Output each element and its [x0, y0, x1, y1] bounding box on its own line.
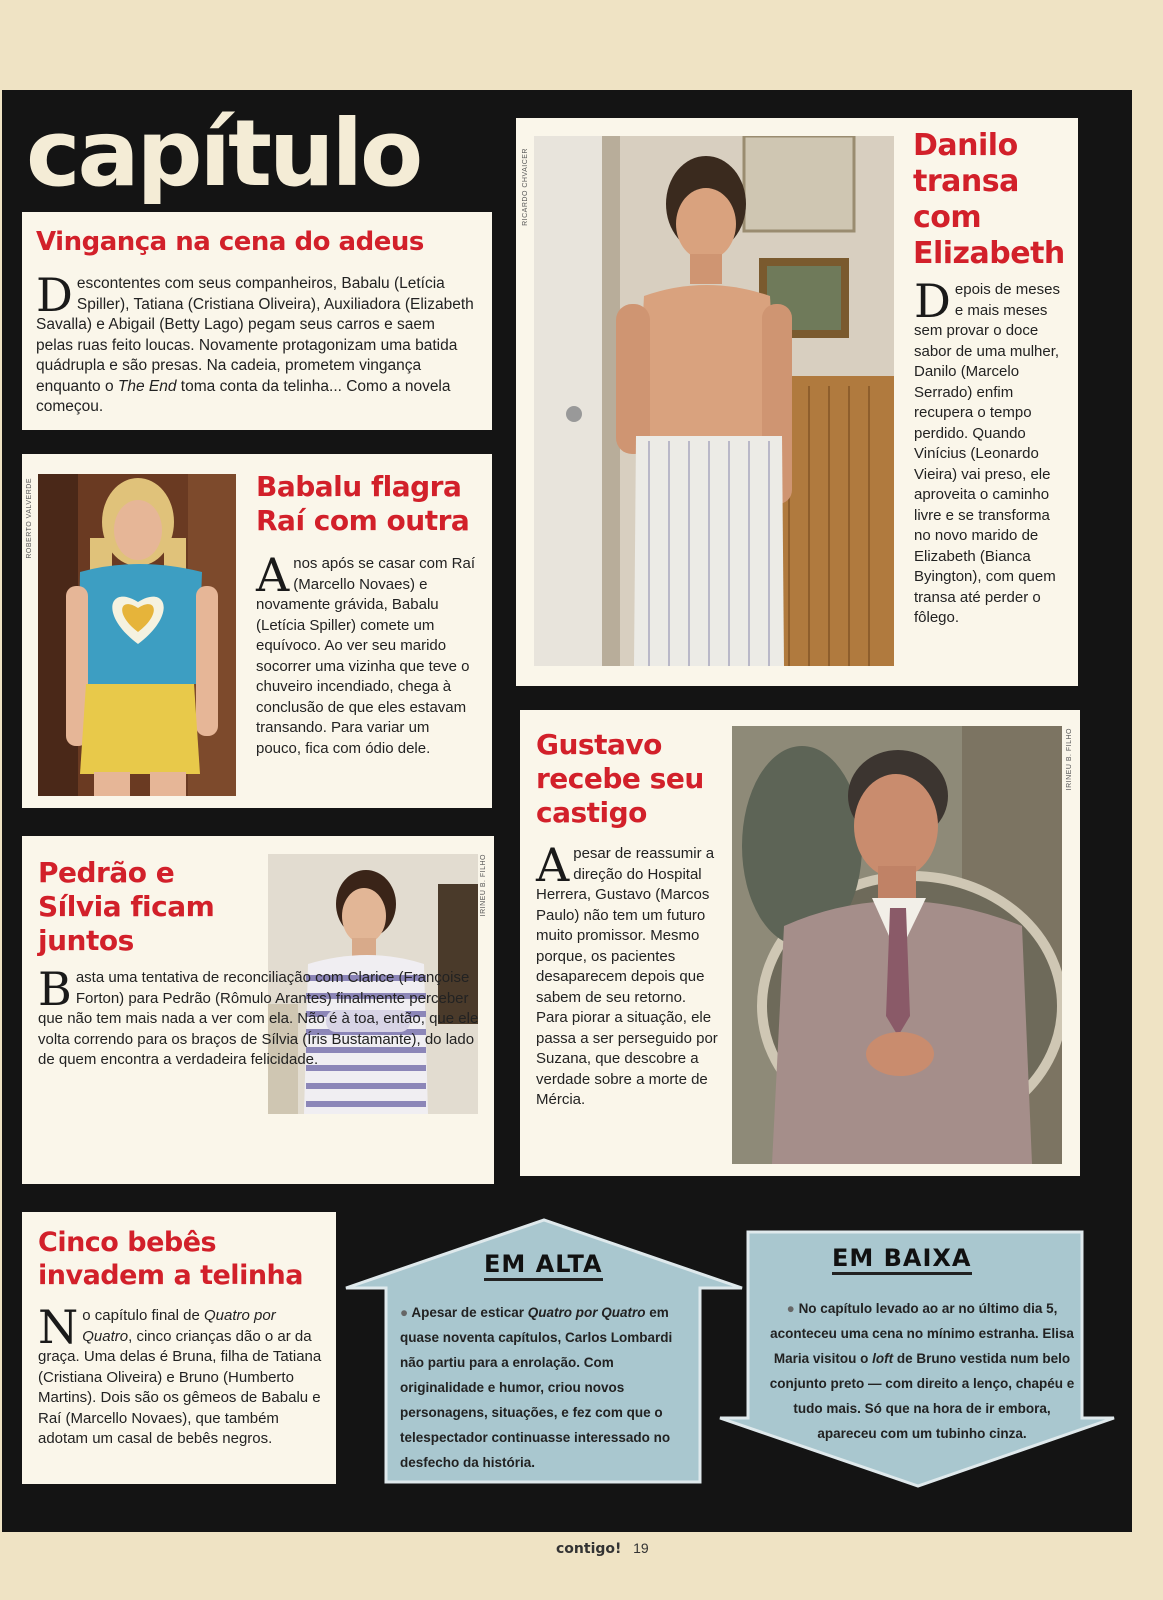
- body-danilo: Depois de meses e mais meses sem provar o doce sabor de uma mulher, Danilo (Marcelo Serrado) enfim recupera o tempo perdido. Quando Vinícius (Leonardo Vieira) vai preso, ele aproveita o caminho livre e se transforma no novo marido de Elizabeth (Bianca Byington), com quem transa até perder o fôlego.: [914, 274, 1060, 626]
- story-gustavo: [520, 710, 1080, 1176]
- photo-credit-babalu: ROBERTO VALVERDE: [26, 478, 33, 559]
- headline-pedrao: Pedrão e Sílvia ficam juntos: [38, 856, 215, 957]
- dropcap: N: [38, 1300, 79, 1354]
- bullet: ●: [400, 1305, 409, 1320]
- photo-babalu: [38, 474, 236, 796]
- headline-danilo: Danilo transa com Elizabeth: [913, 128, 1065, 271]
- photo-credit-danilo: RICARDO CHVAICER: [522, 148, 529, 226]
- headline-gustavo: Gustavo recebe seu castigo: [536, 728, 704, 829]
- body-gustavo: Apesar de reassumir a direção do Hospital Herrera, Gustavo (Marcos Paulo) não tem um futuro muito promissor. Mesmo porque, os pacientes desaparecem depois que sabem de seu retorno. Para piorar a situação, ele passa a ser perseguido por Suzana, que descobre a verdade sobre a morte de Mércia.: [536, 838, 718, 1108]
- em-baixa-title: EM BAIXA: [832, 1244, 972, 1275]
- body-vinganca: Descontentes com seus companheiros, Babalu (Letícia Spiller), Tatiana (Cristiana Oliveira), Auxiliadora (Elizabeth Savalla) e Abigail (Betty Lago) pegam seus carros e saem pelas ruas feito loucas. Novamente protagonizam uma batida quádrupla e são presas. Na cadeia, prometem vingança enquanto o The End toma conta da telinha... Como a novela começou.: [36, 268, 474, 415]
- story-danilo: [516, 118, 1078, 686]
- em-alta-title: EM ALTA: [484, 1250, 603, 1281]
- masthead: capítulo: [26, 100, 421, 207]
- body-bebes: No capítulo final de Quatro por Quatro, cinco crianças dão o ar da graça. Uma delas é Bruna, filha de Tatiana (Cristiana Oliveira) e Bruno (Humberto Martins). Dois são os gêmeos de Babalu e Raí (Marcello Novaes), que também adotam um casal de bebês negros.: [38, 1300, 322, 1447]
- dropcap: B: [38, 962, 72, 1016]
- dropcap: A: [536, 838, 570, 892]
- dropcap: A: [256, 548, 290, 602]
- photo-credit-gustavo: IRINEU B. FILHO: [1066, 728, 1073, 791]
- dropcap: D: [914, 274, 951, 328]
- page-footer: [556, 1540, 649, 1557]
- body-babalu: Anos após se casar com Raí (Marcello Novaes) e novamente grávida, Babalu (Letícia Spiller) comete um equívoco. Ao ver seu marido socorrer uma vizinha que teve o chuveiro incendiado, chega à conclusão de que eles estavam transando. Para variar um pouco, fica com ódio dele.: [256, 548, 475, 757]
- bullet: ●: [786, 1301, 795, 1316]
- story-bebes: [22, 1212, 336, 1484]
- story-vinganca: [22, 212, 492, 430]
- page-number: 19: [633, 1540, 649, 1556]
- photo-credit-pedrao: IRINEU B. FILHO: [480, 854, 487, 917]
- photo-gustavo: [732, 726, 1062, 1164]
- em-baixa-text: ● No capítulo levado ao ar no último dia 5, aconteceu uma cena no mínimo estranha. Elisa Maria visitou o loft de Bruno vestida num belo conjunto preto — com direito a lenço, chapéu e tudo mais. Só que na hora de ir embora, apareceu com um tubinho cinza.: [769, 1301, 1075, 1441]
- body-pedrao: Basta uma tentativa de reconciliação com Clarice (Françoise Forton) para Pedrão (Rômulo Arantes) finalmente perceber que não tem mais nada a ver com ela. Não é à toa, então, que ele volta correndo para os braços de Sílvia (Íris Bustamante), do lado de quem encontra a verdadeira felicidade.: [38, 962, 479, 1068]
- story-pedrao: [22, 836, 494, 1184]
- story-babalu: [22, 454, 492, 808]
- magazine-name: contigo!: [556, 1541, 622, 1557]
- dropcap: D: [36, 268, 73, 322]
- headline-bebes: Cinco bebês invadem a telinha: [38, 1227, 303, 1291]
- headline-vinganca: Vingança na cena do adeus: [36, 227, 424, 257]
- em-alta-text: ● Apesar de esticar Quatro por Quatro em quase noventa capítulos, Carlos Lombardi não partiu para a enrolação. Com originalidade e humor, criou novos personagens, situações, e fez com que o telespectador continuasse interessado no desfecho da história.: [400, 1305, 673, 1470]
- photo-danilo: [534, 136, 894, 666]
- headline-babalu: Babalu flagra Raí com outra: [256, 470, 470, 537]
